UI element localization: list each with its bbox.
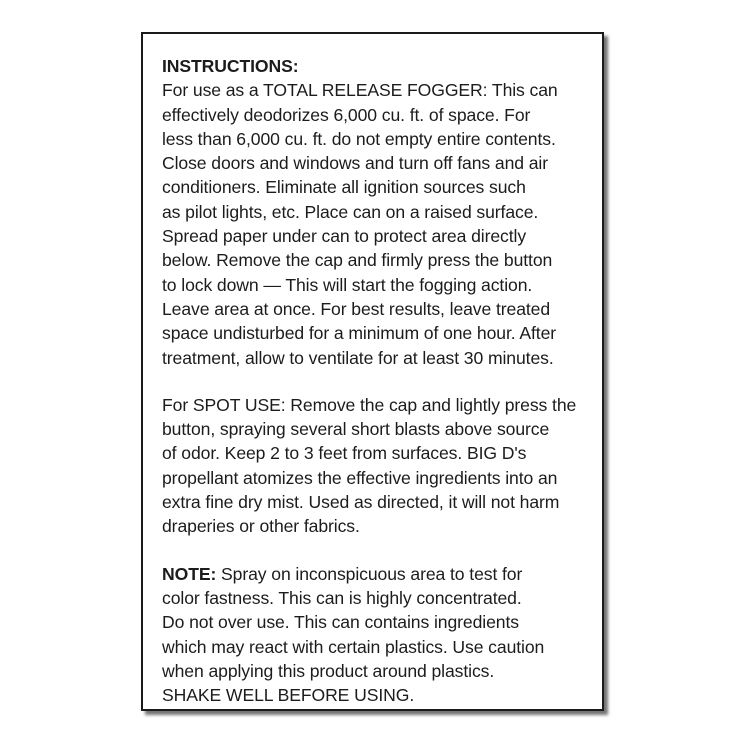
instructions-label	[141, 32, 604, 711]
instructions-line: Close doors and windows and turn off fans and air	[162, 153, 548, 174]
note-label: NOTE:	[162, 563, 217, 584]
instructions-line: effectively deodorizes 6,000 cu. ft. of space. For	[162, 104, 531, 125]
instructions-line: conditioners. Eliminate all ignition sources such	[162, 177, 526, 198]
spot-use-line: For SPOT USE: Remove the cap and lightly press the	[162, 394, 577, 415]
paragraph-gap	[162, 370, 584, 393]
note-first-line	[162, 562, 584, 586]
spot-use-line: button, spraying several short blasts above source	[162, 419, 550, 440]
instructions-line: For use as a TOTAL RELEASE FOGGER: This can	[162, 80, 558, 101]
spot-use-line: draperies or other fabrics.	[162, 516, 360, 537]
spot-use-line: extra fine dry mist. Used as directed, it will not harm	[162, 492, 560, 513]
note-first-line-text: Spray on inconspicuous area to test for	[216, 563, 523, 584]
note-line: Do not over use. This can contains ingredients	[162, 612, 519, 633]
note-line: color fastness. This can is highly concentrated.	[162, 587, 522, 608]
instructions-line: Leave area at once. For best results, leave treated	[162, 298, 551, 319]
spot-use-section	[162, 393, 584, 539]
instructions-line: as pilot lights, etc. Place can on a raised surface.	[162, 201, 539, 222]
instructions-line: space undisturbed for a minimum of one hour. After	[162, 323, 557, 344]
instructions-heading: INSTRUCTIONS:	[162, 56, 299, 76]
instructions-line: treatment, allow to ventilate for at least 30 minutes.	[162, 347, 554, 368]
note-line: SHAKE WELL BEFORE USING.	[162, 685, 415, 706]
instructions-line: less than 6,000 cu. ft. do not empty entire contents.	[162, 128, 556, 149]
instructions-section	[162, 54, 584, 370]
instructions-line: to lock down — This will start the fogging action.	[162, 274, 533, 295]
paragraph-gap	[162, 539, 584, 562]
note-section	[162, 562, 584, 708]
note-line: when applying this product around plastics.	[162, 660, 495, 681]
instructions-line: Spread paper under can to protect area directly	[162, 226, 527, 247]
spot-use-line: propellant atomizes the effective ingredients into an	[162, 467, 558, 488]
note-line: which may react with certain plastics. Use caution	[162, 636, 545, 657]
spot-use-line: of odor. Keep 2 to 3 feet from surfaces. BIG D's	[162, 443, 527, 464]
instructions-line: below. Remove the cap and firmly press the button	[162, 250, 553, 271]
